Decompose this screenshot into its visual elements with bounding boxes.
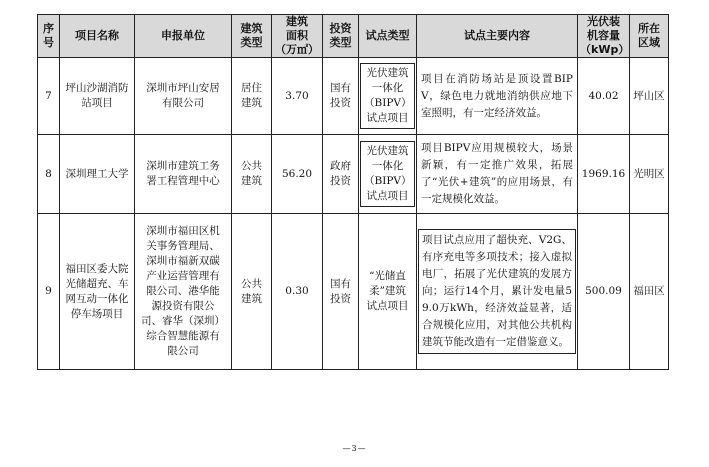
table-row	[38, 135, 669, 214]
cell-pilot-type: “光储直 柔”建筑 试点项目	[359, 214, 417, 370]
cell-building-type: 居住 建筑	[232, 58, 272, 135]
header-seq: 序 号	[38, 15, 60, 58]
header-main-content: 试点主要内容	[417, 15, 578, 58]
header-investment-type: 投资 类型	[323, 15, 359, 58]
cell-building-area: 3.70	[272, 58, 323, 135]
cell-investment-type: 国有 投资	[323, 214, 359, 370]
cell-project-name: 福田区委大院 光储超充、车 网互动一体化 停车场项目	[60, 214, 135, 370]
header-pv-capacity: 光伏装 机容量 （kWp）	[578, 15, 630, 58]
cell-seq: 8	[38, 135, 60, 214]
cell-pv-capacity: 40.02	[578, 58, 630, 135]
table-row	[38, 58, 669, 135]
cell-investment-type: 政府 投资	[323, 135, 359, 214]
cell-building-type: 公共 建筑	[232, 135, 272, 214]
cell-pilot-type: 光伏建筑 一体化 （BIPV） 试点项目	[359, 135, 417, 214]
cell-seq: 7	[38, 58, 60, 135]
table-header-row	[38, 15, 669, 58]
pilot-projects-table	[37, 14, 669, 370]
cell-building-type: 公共 建筑	[232, 214, 272, 370]
cell-region: 福田区	[630, 214, 669, 370]
cell-pv-capacity: 500.09	[578, 214, 630, 370]
cell-applicant: 深圳市建筑工务 署工程管理中心	[135, 135, 232, 214]
cell-main-content: 项目在消防场站是顶设置BIPV，绿色电力就地消纳供应地下室照明，有一定经济效益。	[417, 58, 578, 135]
page-number: —3—	[342, 444, 367, 453]
header-pilot-type: 试点类型	[359, 15, 417, 58]
header-building-area: 建筑 面积 （万㎡）	[272, 15, 323, 58]
cell-project-name: 坪山沙湖消防 站项目	[60, 58, 135, 135]
table-row	[38, 214, 669, 370]
cell-pilot-type: 光伏建筑 一体化 （BIPV） 试点项目	[359, 58, 417, 135]
cell-region: 坪山区	[630, 58, 669, 135]
cell-main-content: 项目BIPV应用规模较大，场景新颖，有一定推广效果，拓展了“光伏+建筑”的应用场景，有一定规模化效益。	[417, 135, 578, 214]
header-project-name: 项目名称	[60, 15, 135, 58]
cell-investment-type: 国有 投资	[323, 58, 359, 135]
cell-building-area: 56.20	[272, 135, 323, 214]
cell-region: 光明区	[630, 135, 669, 214]
cell-building-area: 0.30	[272, 214, 323, 370]
cell-project-name: 深圳理工大学	[60, 135, 135, 214]
cell-main-content: 项目试点应用了超快充、V2G、有序充电等多项技术；接入虚拟电厂，拓展了光伏建筑的发展方向；运行14个月，累计发电量59.0万kWh，经济效益显著，适合规模化应用，对其他公共机构建筑节能改造有一定借鉴意义。	[417, 214, 578, 370]
header-region: 所在 区域	[630, 15, 669, 58]
cell-applicant: 深圳市坪山安居 有限公司	[135, 58, 232, 135]
cell-pv-capacity: 1969.16	[578, 135, 630, 214]
header-building-type: 建筑 类型	[232, 15, 272, 58]
header-applicant: 申报单位	[135, 15, 232, 58]
cell-applicant: 深圳市福田区机 关事务管理局、 深圳市福新双碳 产业运营管理有 限公司、港华能 源投资有限公 司、睿华（深圳） 综合智慧能源有 限公司	[135, 214, 232, 370]
cell-seq: 9	[38, 214, 60, 370]
